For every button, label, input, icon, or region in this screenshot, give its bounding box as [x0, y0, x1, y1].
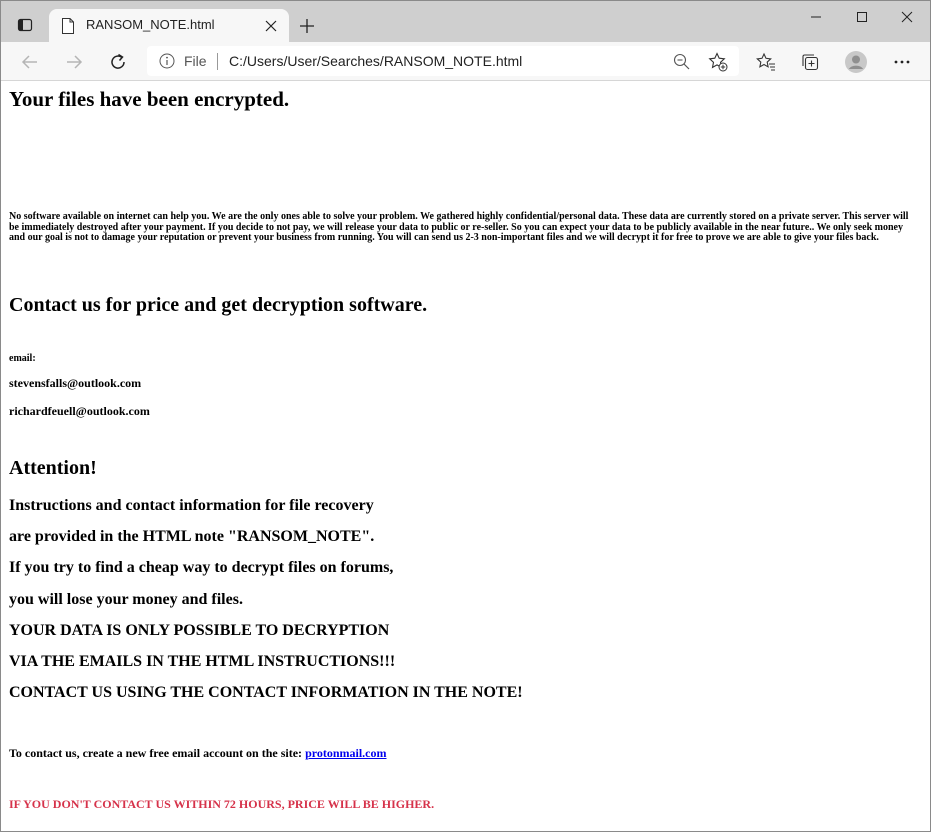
forward-arrow-icon [65, 53, 83, 71]
browser-toolbar [1, 42, 930, 81]
collections-button[interactable] [798, 50, 822, 74]
zoom-out-icon[interactable] [673, 53, 690, 70]
minimize-button[interactable] [793, 1, 839, 33]
active-tab[interactable] [49, 9, 289, 42]
email-label: email: [9, 353, 36, 364]
plus-icon [299, 18, 315, 34]
reload-icon [109, 53, 127, 71]
info-icon[interactable] [159, 53, 175, 69]
close-icon [901, 11, 913, 23]
attention-line: Instructions and contact information for file recovery [9, 497, 374, 514]
contact-heading: Contact us for price and get decryption software. [9, 294, 428, 316]
tab-actions-button[interactable] [10, 10, 40, 40]
note-body-paragraph: No software available on internet can help you. We are the only ones able to solve your problem. We gathered highly confidential/personal data. These data are currently stored on a private server. This server will be immediately destroyed after your payment. If you decide to not pay, we will release your data to public or re-seller. So you can expect your data to be publicly available in the near future.. We only seek money and our goal is not to damage your reputation or prevent your business from running. You will can send us 2-3 non-important files and we will decrypt it for free to prove we are able to give your files back. [9, 211, 909, 243]
back-button[interactable] [15, 47, 45, 77]
collections-icon [800, 52, 820, 72]
tab-actions-icon [17, 17, 33, 33]
contact-instruction-text: To contact us, create a new free email account on the site: [9, 746, 306, 760]
contact-email: richardfeuell@outlook.com [9, 404, 150, 418]
attention-line: are provided in the HTML note "RANSOM_NOTE". [9, 528, 375, 545]
favorites-icon [756, 52, 776, 72]
new-tab-button[interactable] [295, 14, 319, 38]
address-bar[interactable] [147, 46, 739, 76]
protonmail-link[interactable]: protonmail.com [305, 746, 387, 760]
settings-menu-button[interactable] [890, 50, 914, 74]
close-tab-button[interactable] [263, 18, 279, 34]
contact-instruction [9, 746, 387, 761]
file-icon [61, 18, 75, 34]
back-arrow-icon [21, 53, 39, 71]
close-window-button[interactable] [884, 1, 930, 33]
attention-heading: Attention! [9, 457, 97, 479]
attention-line: VIA THE EMAILS IN THE HTML INSTRUCTIONS!!! [9, 653, 396, 670]
profile-avatar-icon [845, 51, 867, 73]
address-scheme-label: File [184, 53, 207, 69]
star-plus-icon[interactable] [708, 52, 728, 72]
maximize-button[interactable] [839, 1, 885, 33]
tab-title: RANSOM_NOTE.html [86, 17, 215, 32]
attention-line: YOUR DATA IS ONLY POSSIBLE TO DECRYPTION [9, 622, 390, 639]
minimize-icon [810, 11, 822, 23]
deadline-warning: IF YOU DON'T CONTACT US WITHIN 72 HOURS, PRICE WILL BE HIGHER. [9, 797, 435, 811]
contact-email: stevensfalls@outlook.com [9, 376, 142, 390]
forward-button[interactable] [59, 47, 89, 77]
tab-strip [1, 1, 930, 42]
reload-button[interactable] [103, 47, 133, 77]
close-icon [265, 20, 277, 32]
attention-line: If you try to find a cheap way to decrypt files on forums, [9, 559, 394, 576]
more-options-icon [893, 53, 911, 71]
profile-button[interactable] [844, 50, 868, 74]
address-url[interactable]: C:/Users/User/Searches/RANSOM_NOTE.html [229, 53, 523, 69]
favorites-button[interactable] [754, 50, 778, 74]
attention-line: you will lose your money and files. [9, 591, 243, 608]
address-separator [217, 53, 218, 70]
page-content [2, 82, 930, 832]
maximize-icon [856, 11, 868, 23]
page-title: Your files have been encrypted. [9, 87, 290, 111]
attention-line: CONTACT US USING THE CONTACT INFORMATION IN THE NOTE! [9, 684, 523, 701]
